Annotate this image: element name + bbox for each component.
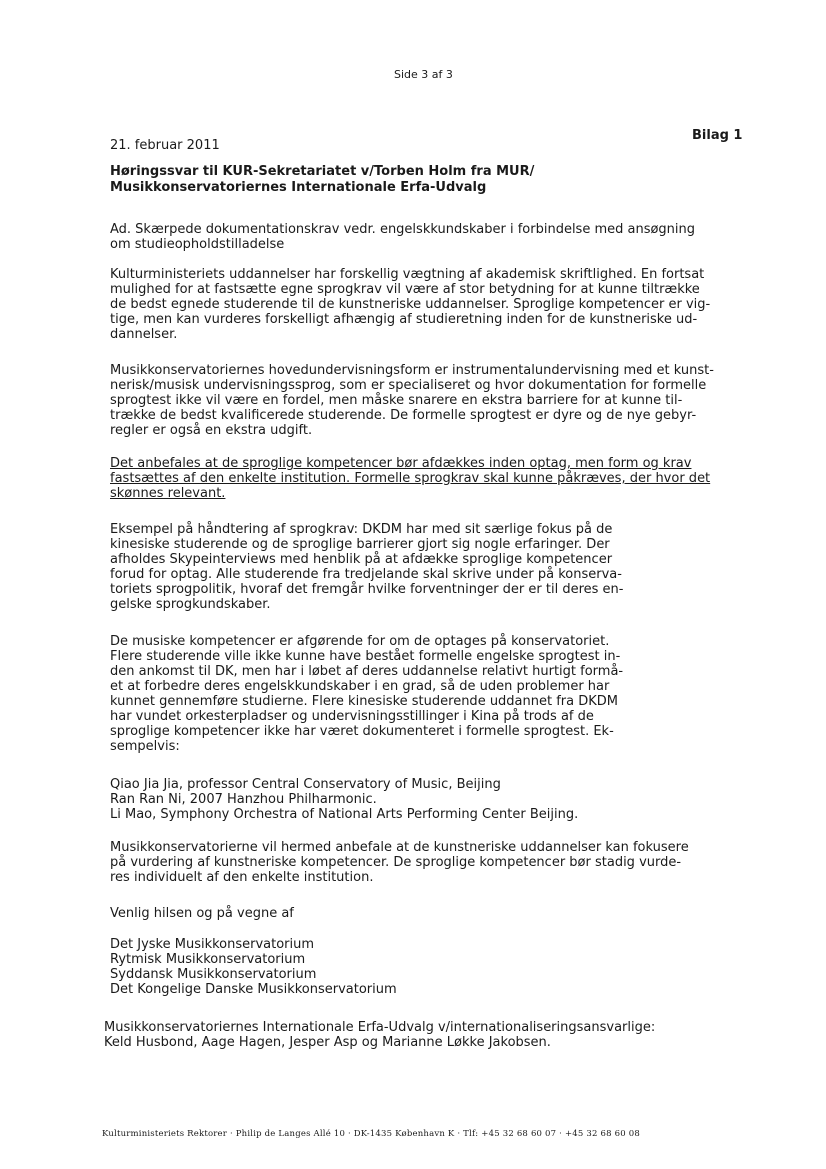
document-title: [110, 164, 534, 196]
text-line: Flere studerende ville ikke kunne have bestået formelle engelske sprogtest in-: [110, 649, 621, 664]
text-line: Musikkonservatoriernes hovedundervisningsform er instrumentalundervisning med et kunst-: [110, 363, 714, 378]
examples-list: [110, 777, 578, 822]
text-line: res individuelt af den enkelte institution.: [110, 870, 374, 885]
example-item: Li Mao, Symphony Orchestra of National Arts Performing Center Beijing.: [110, 807, 579, 822]
text-line: et at forbedre deres engelskkundskaber i en grad, så de uden problemer har: [110, 679, 610, 694]
title-line: Musikkonservatoriernes Internationale Erfa-Udvalg: [110, 180, 487, 195]
text-line: regler er også en ekstra udgift.: [110, 423, 313, 438]
conclusion-paragraph: [110, 840, 689, 885]
paragraph-4: [110, 634, 623, 754]
text-line: den ankomst til DK, men har i løbet af deres uddannelse relativt hurtigt formå-: [110, 664, 624, 679]
text-line: toriets sprogpolitik, hvoraf det fremgår hvilke forventninger der er til deres en-: [110, 582, 624, 597]
text-line: forud for optag. Alle studerende fra tredjelande skal skrive under på konserva-: [110, 567, 622, 582]
institution-item: Rytmisk Musikkonservatorium: [110, 952, 306, 967]
page-number: Side 3 af 3: [394, 68, 453, 81]
text-line: Kulturministeriets uddannelser har forskellig vægtning af akademisk skriftlighed. En fortsat: [110, 267, 705, 282]
text-line: på vurdering af kunstneriske kompetencer. De sproglige kompetencer bør stadig vurde-: [110, 855, 682, 870]
text-line: tige, men kan vurderes forskelligt afhængig af studieretning inden for de kunstneriske ud-: [110, 312, 698, 327]
institution-item: Det Kongelige Danske Musikkonservatorium: [110, 982, 397, 997]
text-line: afholdes Skypeinterviews med henblik på at afdække sproglige kompetencer: [110, 552, 613, 567]
text-line: nerisk/musisk undervisningssprog, som er specialiseret og hvor dokumentation for formelle: [110, 378, 707, 393]
text-line: trække de bedst kvalificerede studerende. De formelle sprogtest er dyre og de nye gebyr-: [110, 408, 697, 423]
text-line: mulighed for at fastsætte egne sprogkrav vil være af stor betydning for at kunne tiltrække: [110, 282, 700, 297]
title-line: Høringssvar til KUR-Sekretariatet v/Torben Holm fra MUR/: [110, 164, 535, 179]
institution-item: Syddansk Musikkonservatorium: [110, 967, 317, 982]
signatories: [104, 1020, 655, 1050]
footer-address: Kulturministeriets Rektorer · Philip de Langes Allé 10 · DK-1435 København K · Tlf: +45 32 68 60 07 · +45 32 68 60 08: [102, 1129, 640, 1139]
subject-paragraph: [110, 222, 695, 252]
text-line: Keld Husbond, Aage Hagen, Jesper Asp og Marianne Løkke Jakobsen.: [104, 1035, 551, 1050]
text-line: skønnes relevant.: [110, 486, 226, 501]
paragraph-1: [110, 267, 710, 342]
recommendation-paragraph: [110, 456, 710, 501]
text-line: fastsættes af den enkelte institution. Formelle sprogkrav skal kunne påkræves, der hvor det: [110, 471, 711, 486]
greeting: [110, 906, 294, 921]
institution-item: Det Jyske Musikkonservatorium: [110, 937, 315, 952]
paragraph-2: [110, 363, 714, 438]
text-line: gelske sprogkundskaber.: [110, 597, 271, 612]
text-line: sprogtest ikke vil være en fordel, men måske snarere en ekstra barriere for at kunne til-: [110, 393, 683, 408]
document-date: 21. februar 2011: [110, 138, 220, 153]
text-line: Det anbefales at de sproglige kompetencer bør afdækkes inden optag, men form og krav: [110, 456, 692, 471]
example-item: Ran Ran Ni, 2007 Hanzhou Philharmonic.: [110, 792, 377, 807]
text-line: Venlig hilsen og på vegne af: [110, 906, 294, 921]
text-line: kinesiske studerende og de sproglige barrierer gjort sig nogle erfaringer. Der: [110, 537, 610, 552]
text-line: har vundet orkesterpladser og undervisningsstillinger i Kina på trods af de: [110, 709, 594, 724]
institutions-list: [110, 937, 397, 997]
text-line: Ad. Skærpede dokumentationskrav vedr. engelskkundskaber i forbindelse med ansøgning: [110, 222, 696, 237]
example-item: Qiao Jia Jia, professor Central Conservatory of Music, Beijing: [110, 777, 501, 792]
text-line: Eksempel på håndtering af sprogkrav: DKDM har med sit særlige fokus på de: [110, 522, 613, 537]
paragraph-3: [110, 522, 623, 612]
text-line: Musikkonservatorierne vil hermed anbefale at de kunstneriske uddannelser kan fokusere: [110, 840, 689, 855]
text-line: sempelvis:: [110, 739, 180, 754]
text-line: De musiske kompetencer er afgørende for om de optages på konservatoriet.: [110, 634, 610, 649]
text-line: kunnet gennemføre studierne. Flere kinesiske studerende uddannet fra DKDM: [110, 694, 619, 709]
text-line: dannelser.: [110, 327, 178, 342]
text-line: Musikkonservatoriernes Internationale Erfa-Udvalg v/internationaliseringsansvarlige:: [104, 1020, 656, 1035]
text-line: om studieopholdstilladelse: [110, 237, 285, 252]
text-line: sproglige kompetencer ikke har været dokumenteret i formelle sprogtest. Ek-: [110, 724, 614, 739]
appendix-label: Bilag 1: [692, 128, 743, 143]
text-line: de bedst egnede studerende til de kunstneriske uddannelser. Sproglige kompetencer er vig-: [110, 297, 711, 312]
